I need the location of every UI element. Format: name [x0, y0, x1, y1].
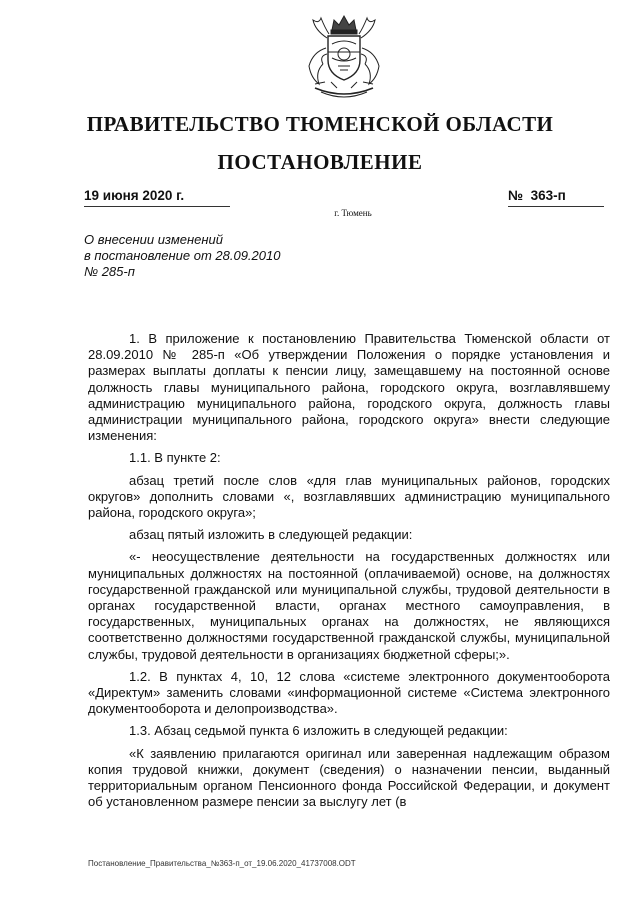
city-label: г. Тюмень	[334, 208, 372, 218]
paragraph-quote-1: «- неосуществление деятельности на государственных должностях или муниципальных должностях на постоянной (оплачиваемой) основе, на должностях государственной гражданской или муниципальной службы, трудовой деятельности в органах государственной власти, органах местного самоуправления, в государственных, муниципальных органах на должностях, не являющихся соответственно должностями государственной гражданской службы, муниципальной службы, трудовой деятельности в организациях бюджетной сферы;».	[88, 549, 610, 662]
document-date: 19 июня 2020 г.	[84, 188, 230, 207]
subject-line: в постановление от 28.09.2010	[84, 248, 281, 263]
document-type: ПОСТАНОВЛЕНИЕ	[217, 150, 423, 174]
paragraph-quote-2: «К заявлению прилагаются оригинал или заверенная надлежащим образом копия трудовой книжки, документ (сведения) о назначении пенсии, выданный территориальным органом Пенсионного фонда Российской Федерации, и документ об установленном размере пенсии за выслугу лет (в	[88, 745, 610, 810]
government-title: ПРАВИТЕЛЬСТВО ТЮМЕНСКОЙ ОБЛАСТИ	[86, 112, 554, 136]
footer-filename: Постановление_Правительства_№363-п_от_19.06.2020_41737008.ODT	[88, 859, 356, 868]
paragraph-abzac-5: абзац пятый изложить в следующей редакции:	[129, 527, 413, 543]
coat-of-arms-icon	[301, 8, 387, 106]
paragraph-1-2: 1.2. В пунктах 4, 10, 12 слова «системе электронного документооборота «Директум» заменить словами «информационной системе «Система электронного документооборота и делопроизводства».	[88, 668, 610, 717]
paragraph-1-1: 1.1. В пункте 2:	[129, 450, 221, 466]
document-number	[508, 188, 604, 207]
number-value: 363-п	[530, 188, 566, 203]
paragraph-1: 1. В приложение к постановлению Правительства Тюменской области от 28.09.2010 № 285-п «Об утверждении Положения о порядке установления и размерах выплаты доплаты к пенсии лицу, замещавшему на постоянной основе должность главы муниципального района, городского округа, возглавлявшему администрацию муниципального района, городского округа, должность главы администрации муниципального района, городского округа» внести следующие изменения:	[88, 331, 610, 444]
subject-line: № 285-п	[84, 264, 135, 279]
document-subject	[84, 232, 384, 280]
number-label: №	[508, 188, 524, 203]
paragraph-abzac-3: абзац третий после слов «для глав муниципальных районов, городских округов» дополнить словами «, возглавлявших администрацию муниципального района, городского округа»;	[88, 472, 610, 521]
subject-line: О внесении изменений	[84, 232, 223, 247]
paragraph-1-3: 1.3. Абзац седьмой пункта 6 изложить в следующей редакции:	[129, 723, 508, 739]
document-body	[88, 331, 610, 810]
